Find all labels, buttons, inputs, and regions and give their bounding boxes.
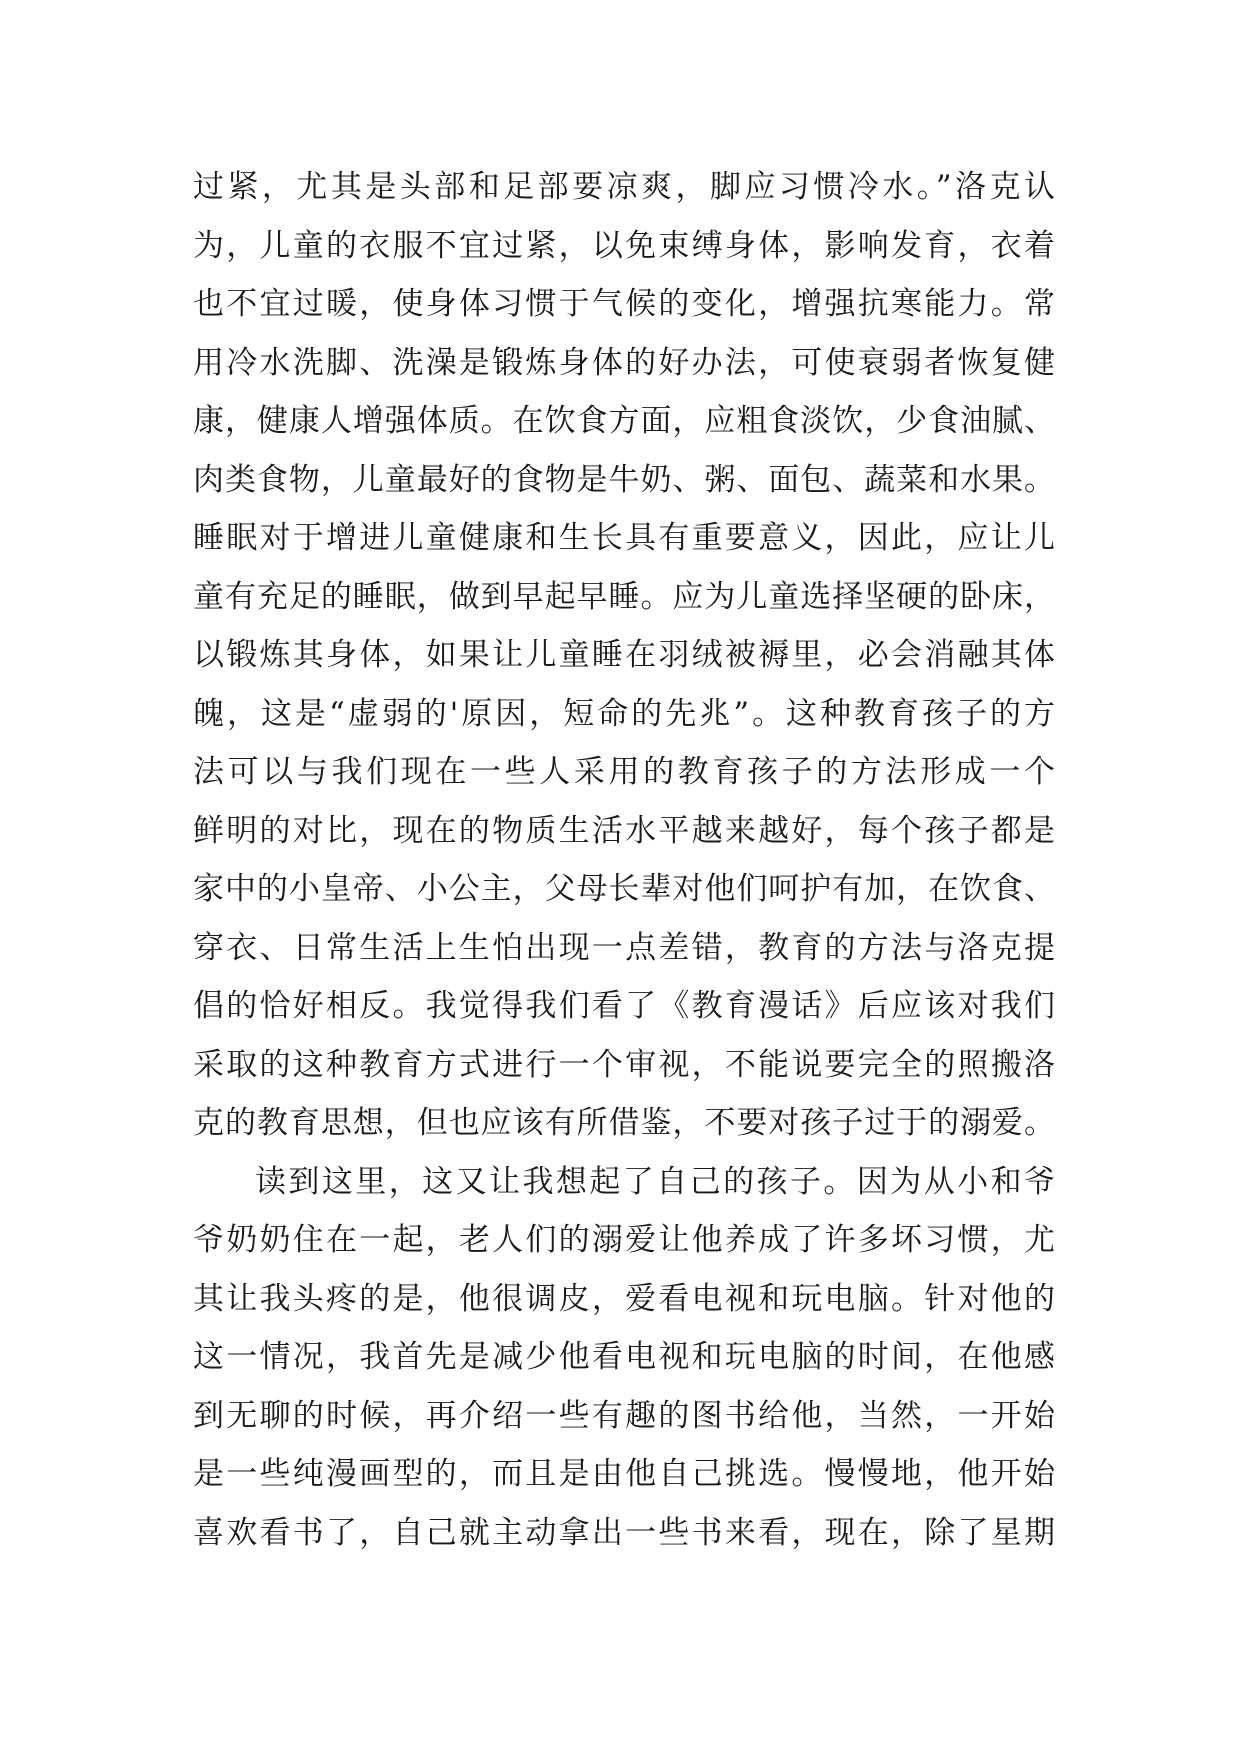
text-line: 睡眠对于增进儿童健康和生长具有重要意义，因此，应让儿 xyxy=(193,520,1055,556)
text-line: 以锻炼其身体，如果让儿童睡在羽绒被褥里，必会消融其体 xyxy=(193,637,1055,673)
text-line: 康，健康人增强体质。在饮食方面，应粗食淡饮，少食油腻、 xyxy=(193,403,1055,439)
text-line: 到无聊的时候，再介绍一些有趣的图书给他，当然，一开始 xyxy=(193,1397,1055,1434)
text-line: 其让我头疼的是，他很调皮，爱看电视和玩电脑。针对他的 xyxy=(193,1280,1055,1317)
text-line: 鲜明的对比，现在的物质生活水平越来越好，每个孩子都是 xyxy=(193,812,1055,849)
text-line: 家中的小皇帝、小公主，父母长辈对他们呵护有加，在饮食、 xyxy=(193,871,1055,907)
text-line: 肉类食物，儿童最好的食物是牛奶、粥、面包、蔬菜和水果。 xyxy=(193,461,1055,498)
text-line: 采取的这种教育方式进行一个审视，不能说要完全的照搬洛 xyxy=(193,1046,1055,1083)
text-line: 倡的恰好相反。我觉得我们看了《教育漫话》后应该对我们 xyxy=(193,988,1055,1024)
text-line: 爷奶奶住在一起，老人们的溺爱让他养成了许多坏习惯，尤 xyxy=(193,1222,1055,1258)
text-line: 童有充足的睡眠，做到早起早睡。应为儿童选择坚硬的卧床， xyxy=(193,578,1055,615)
text-line: 喜欢看书了，自己就主动拿出一些书来看，现在，除了星期 xyxy=(193,1514,1055,1551)
body-text xyxy=(193,158,1055,1562)
text-line: 用冷水洗脚、洗澡是锻炼身体的好办法，可使衰弱者恢复健 xyxy=(193,344,1055,381)
paragraph-first-line: 读到这里，这又让我想起了自己的孩子。因为从小和爷 xyxy=(255,1163,1055,1200)
text-line: 过紧，尤其是头部和足部要凉爽，脚应习惯冷水。”洛克认 xyxy=(193,169,1055,205)
text-line: 这一情况，我首先是减少他看电视和玩电脑的时间，在他感 xyxy=(193,1339,1055,1375)
text-line: 为，儿童的衣服不宜过紧，以免束缚身体，影响发育，衣着 xyxy=(193,227,1055,264)
text-line: 穿衣、日常生活上生怕出现一点差错，教育的方法与洛克提 xyxy=(193,929,1055,966)
text-line: 也不宜过暖，使身体习惯于气候的变化，增强抗寒能力。常 xyxy=(193,286,1055,322)
paragraph-end-line: 克的教育思想，但也应该有所借鉴，不要对孩子过于的溺爱。 xyxy=(193,1105,1055,1141)
text-line: 魄，这是“虚弱的'原因，短命的先兆”。这种教育孩子的方 xyxy=(193,695,1055,732)
text-line: 是一些纯漫画型的，而且是由他自己挑选。慢慢地，他开始 xyxy=(193,1456,1055,1492)
text-line: 法可以与我们现在一些人采用的教育孩子的方法形成一个 xyxy=(193,754,1055,790)
